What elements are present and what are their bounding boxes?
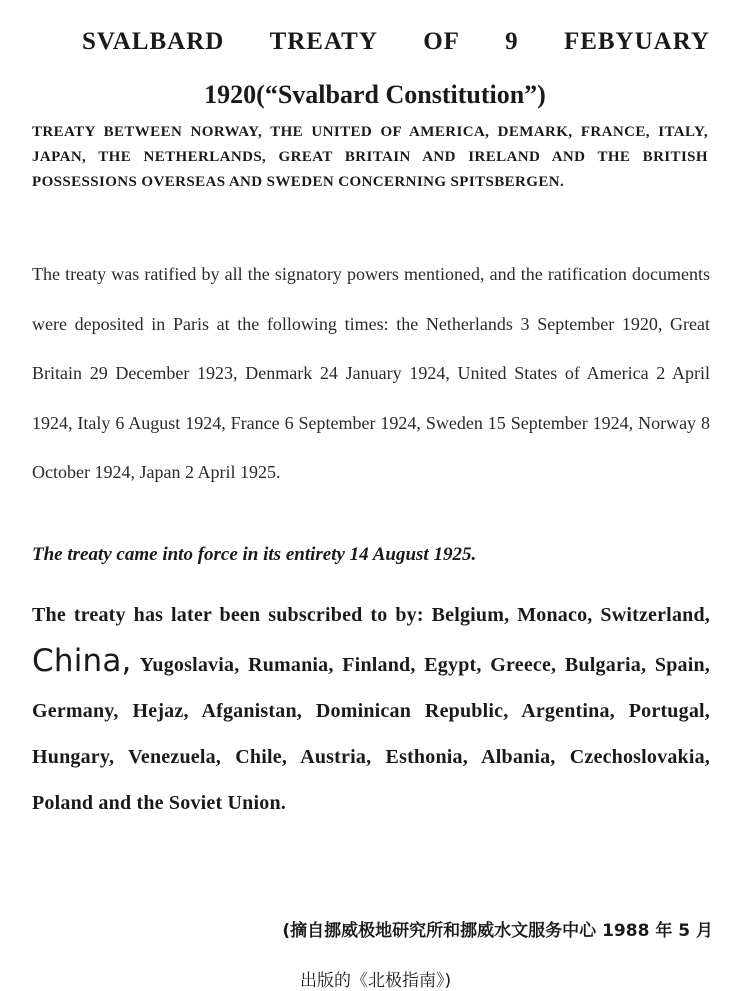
source-citation: (摘自挪威极地研究所和挪威水文服务中心 1988 年 5 月: [282, 921, 713, 941]
title-word: SVALBARD: [82, 28, 225, 55]
document-title: [82, 28, 710, 56]
title-word: OF: [423, 28, 460, 55]
in-force-statement: The treaty came into force in its entirety 14 August 1925.: [32, 544, 477, 565]
source-citation-line2: 出版的《北极指南》): [300, 971, 452, 991]
ratification-paragraph: The treaty was ratified by all the signatory powers mentioned, and the ratification documents were deposited in Paris at the following times: the Netherlands 3 September 1920, Great Britain 29 December 1923, Denmark 24 January 1924, United States of America 2 April 1924, Italy 6 August 1924, France 6 September 1924, Sweden 15 September 1924, Norway 8 October 1924, Japan 2 April 1925.: [32, 264, 710, 482]
subscribed-text-before: The treaty has later been subscribed to by: Belgium, Monaco, Switzerland,: [32, 604, 710, 626]
subscribed-highlight-china: China,: [32, 643, 132, 679]
subscribed-paragraph: [32, 592, 710, 826]
document-title-line2: 1920(“Svalbard Constitution”): [204, 80, 546, 109]
title-word: 9: [505, 28, 519, 55]
treaty-subtitle: TREATY BETWEEN NORWAY, THE UNITED OF AMERICA, DEMARK, FRANCE, ITALY, JAPAN, THE NETHERLANDS, GREAT BRITAIN AND IRELAND AND THE BRITISH POSSESSIONS OVERSEAS AND SWEDEN CONCERNING SPITSBERGEN.: [32, 124, 708, 190]
title-word: TREATY: [269, 28, 378, 55]
title-word: FEBYUARY: [563, 28, 710, 55]
subscribed-text-after: Yugoslavia, Rumania, Finland, Egypt, Greece, Bulgaria, Spain, Germany, Hejaz, Afganistan, Dominican Republic, Argentina, Portugal, Hungary, Venezuela, Chile, Austria, Esthonia, Albania, Czechoslovakia, Poland and the Soviet Union.: [32, 654, 710, 814]
